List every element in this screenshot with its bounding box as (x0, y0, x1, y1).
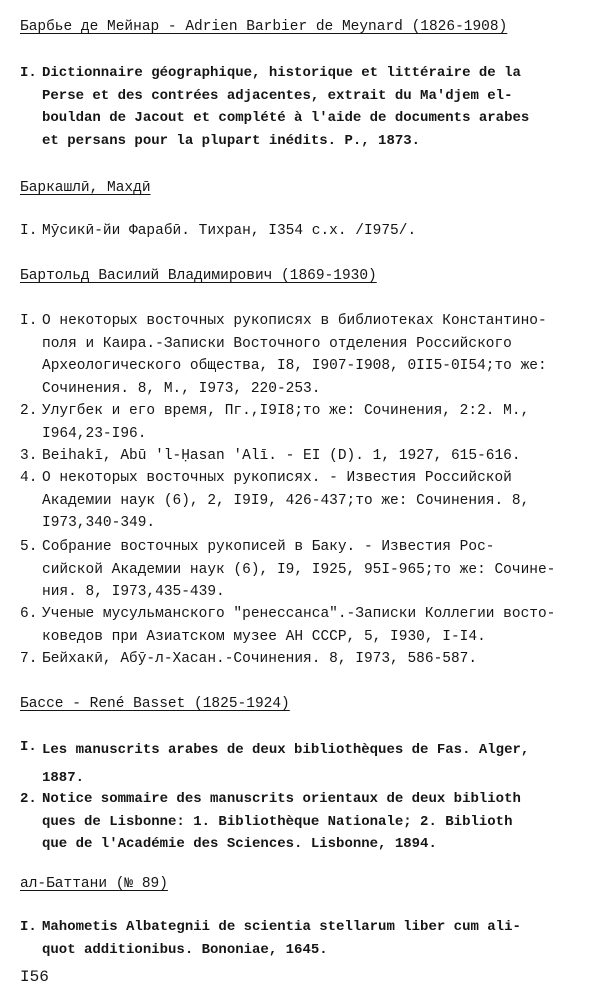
entry-line: I973,340-349. (42, 515, 156, 531)
author-heading: ал-Баттани (№ 89) (20, 876, 168, 892)
entry-line: que de l'Académie des Sciences. Lisbonne, 1894. (42, 836, 437, 852)
entry-line: quot additionibus. Bononiae, 1645. (42, 941, 328, 958)
author-heading: Баркашлӣ, Махдӣ (20, 180, 151, 196)
entry-number: 2. (20, 403, 38, 419)
page-number: I56 (20, 968, 49, 986)
bibliography-entry (20, 445, 580, 468)
entry-line: 1887. (42, 770, 85, 786)
entry-line: I964,23-I96. (42, 425, 147, 442)
bibliography-entry (20, 220, 580, 243)
entry-line: Dictionnaire géographique, historique et littéraire de la (42, 65, 521, 81)
entry-line: Ученые мусульманского "ренессанса".-Записки Коллегии восто- (42, 606, 556, 622)
entry-line: Mahometis Albategnii de scientia stellarum liber cum ali- (42, 919, 521, 935)
entry-line: Улугбек и его время, Пг.,I9I8;то же: Сочинения, 2:2. М., (42, 403, 530, 419)
entry-line: Beihakī, Abū 'l-Ḥasan 'Alī. - EI (D). 1, 1927, 615-616. (42, 448, 521, 464)
author-heading: Бассе - René Basset (1825-1924) (20, 696, 290, 712)
entry-number: I. (20, 313, 38, 329)
entry-line: Сочинения. 8, М., I973, 220-253. (42, 380, 321, 397)
entry-number: I. (20, 223, 38, 239)
entry-line: ния. 8, I973,435-439. (42, 584, 225, 600)
entry-line: Археологического общества, I8, I907-I908, 0II5-0I54;то же: (42, 358, 547, 374)
entry-line: сийской Академии наук (6), I9, I925, 95I-965;то же: Сочине- (42, 561, 556, 578)
entry-number: 5. (20, 539, 38, 555)
entry-line: Les manuscrits arabes de deux bibliothèques de Fas. Alger, (42, 742, 530, 758)
entry-line: bouldan de Jacout et complété à l'aide de documents arabes (42, 110, 530, 126)
bibliography-entry (20, 310, 580, 400)
entry-line: ques de Lisbonne: 1. Bibliothèque Nationale; 2. Biblioth (42, 813, 513, 830)
entry-number: I. (20, 739, 37, 755)
entry-line: О некоторых восточных рукописях в библиотеках Константино- (42, 313, 547, 329)
entry-number: I. (20, 919, 37, 935)
bibliography-entry (20, 788, 580, 856)
entry-number: 4. (20, 470, 38, 486)
entry-line: Perse et des contrées adjacentes, extrait du Ma'djem el- (42, 87, 513, 104)
bibliography-entry (20, 467, 580, 535)
entry-line: Собрание восточных рукописей в Баку. - Известия Рос- (42, 539, 495, 555)
bibliography-entry (20, 916, 580, 961)
entry-line: Академии наук (6), 2, I9I9, 426-437;то же: Сочинения. 8, (42, 492, 530, 509)
entry-line: поля и Каира.-Записки Восточного отделения Российского (42, 335, 512, 352)
bibliography-entry (20, 648, 580, 671)
entry-line: Мӯсикӣ-йи Фарабӣ. Тихран, I354 с.х. /I975/. (42, 223, 417, 239)
bibliography-entry (20, 62, 580, 152)
author-heading: Бартольд Василий Владимирович (1869-1930) (20, 268, 377, 284)
bibliography-entry (20, 536, 580, 604)
entry-number: 6. (20, 606, 38, 622)
bibliography-entry (20, 603, 580, 648)
bibliography-entry (20, 736, 580, 792)
entry-number: 2. (20, 791, 37, 807)
entry-line: коведов при Азиатском музее АН СССР, 5, I930, I-I4. (42, 628, 486, 645)
entry-number: 7. (20, 651, 38, 667)
entry-number: I. (20, 65, 37, 81)
entry-number: 3. (20, 448, 38, 464)
bibliography-entry (20, 400, 580, 445)
entry-line: О некоторых восточных рукописях. - Известия Российской (42, 470, 512, 486)
entry-line: Notice sommaire des manuscrits orientaux de deux biblioth (42, 791, 521, 807)
entry-line: Бейхакӣ, Абӯ-л-Хасан.-Сочинения. 8, I973, 586-587. (42, 651, 478, 667)
author-heading: Барбье де Мейнар - Adrien Barbier de Meynard (1826-1908) (20, 19, 508, 35)
entry-line: et persans pour la plupart inédits. P., 1873. (42, 132, 421, 149)
